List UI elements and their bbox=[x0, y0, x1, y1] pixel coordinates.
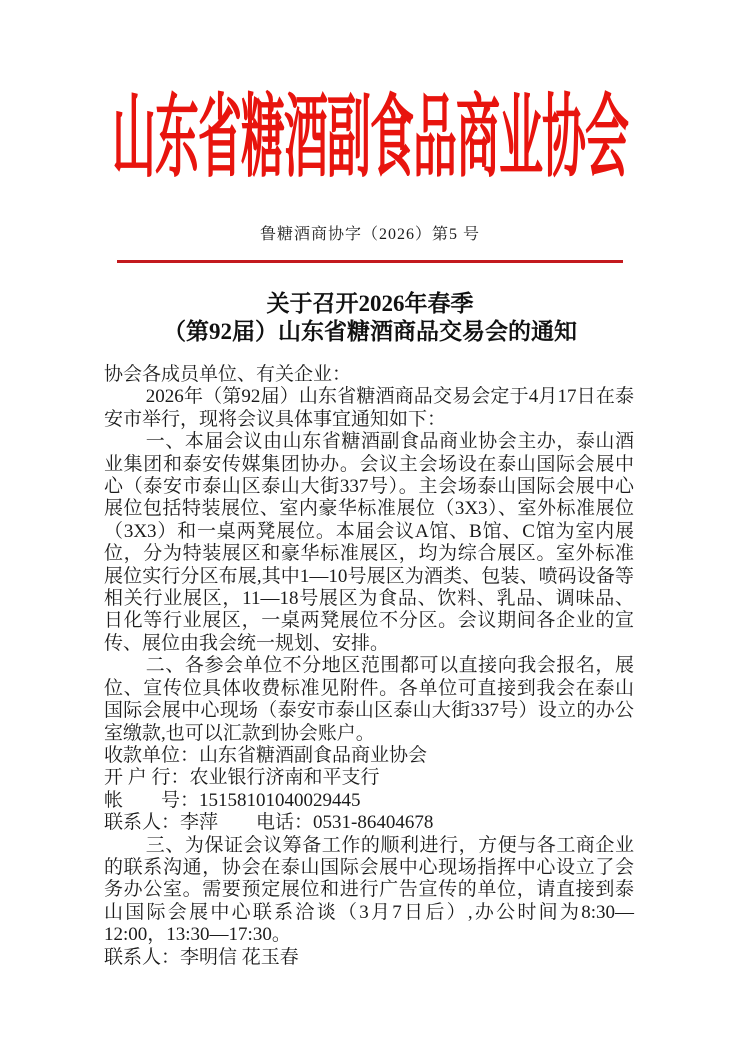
notice-title bbox=[0, 290, 740, 346]
notice-title-line1: 关于召开2026年春季 bbox=[266, 291, 474, 316]
payment-account-line: 帐 号：15158101040029445 bbox=[104, 789, 361, 811]
item-3-paragraph: 三、为保证会议筹备工作的顺利进行，方便与各工商企业的联系沟通，协会在泰山国际会展中心现场指挥中心设立了会务办公室。需要预定展位和进行广告宣传的单位，请直接到泰山国际会展中心联系洽谈（3月7日后）,办公时间为8:30—12:00，13:30—17:30。 bbox=[104, 834, 634, 946]
notice-body bbox=[104, 364, 634, 969]
salutation: 协会各成员单位、有关企业： bbox=[104, 364, 352, 385]
letterhead-divider-rule bbox=[117, 260, 623, 263]
payment-payee-line: 收款单位：山东省糖酒副食品商业协会 bbox=[104, 744, 428, 766]
notice-title-line2: （第92届）山东省糖酒商品交易会的通知 bbox=[163, 319, 577, 344]
intro-paragraph: 2026年（第92届）山东省糖酒商品交易会定于4月17日在泰安市举行，现将会议具体事宜通知如下： bbox=[104, 386, 634, 430]
document-reference-number: 鲁糖酒商协字（2026）第5 号 bbox=[259, 226, 480, 243]
final-contact-line: 联系人：李明信 花玉春 bbox=[104, 946, 299, 968]
item-2-paragraph: 二、各参会单位不分地区范围都可以直接向我会报名，展位、宣传位具体收费标准见附件。各单位可直接到我会在泰山国际会展中心现场（泰安市泰山区泰山大街337号）设立的办公室缴款,也可以汇款到协会账户。 bbox=[104, 655, 634, 744]
payment-bank-line: 开 户 行：农业银行济南和平支行 bbox=[104, 767, 380, 789]
association-letterhead-title: 山东省糖酒副食品商业协会 bbox=[112, 88, 628, 189]
item-1-paragraph: 一、本届会议由山东省糖酒副食品商业协会主办，泰山酒业集团和泰安传媒集团协办。会议主会场设在泰山国际会展中心（泰安市泰山区泰山大街337号）。主会场泰山国际会展中心展位包括特装展位、室内豪华标准展位（3X3）、室外标准展位（3X3）和一桌两凳展位。本届会议A馆、B馆、C馆为室内展位，分为特装展区和豪华标准展区，均为综合展区。室外标准展位实行分区布展,其中1—10号展区为酒类、包装、喷码设备等相关行业展区，11—18号展区为食品、饮料、乳品、调味品、日化等行业展区，一桌两凳展位不分区。会议期间各企业的宣传、展位由我会统一规划、安排。 bbox=[104, 431, 634, 654]
payment-contact-line: 联系人：李萍 电话：0531-86404678 bbox=[104, 812, 434, 834]
